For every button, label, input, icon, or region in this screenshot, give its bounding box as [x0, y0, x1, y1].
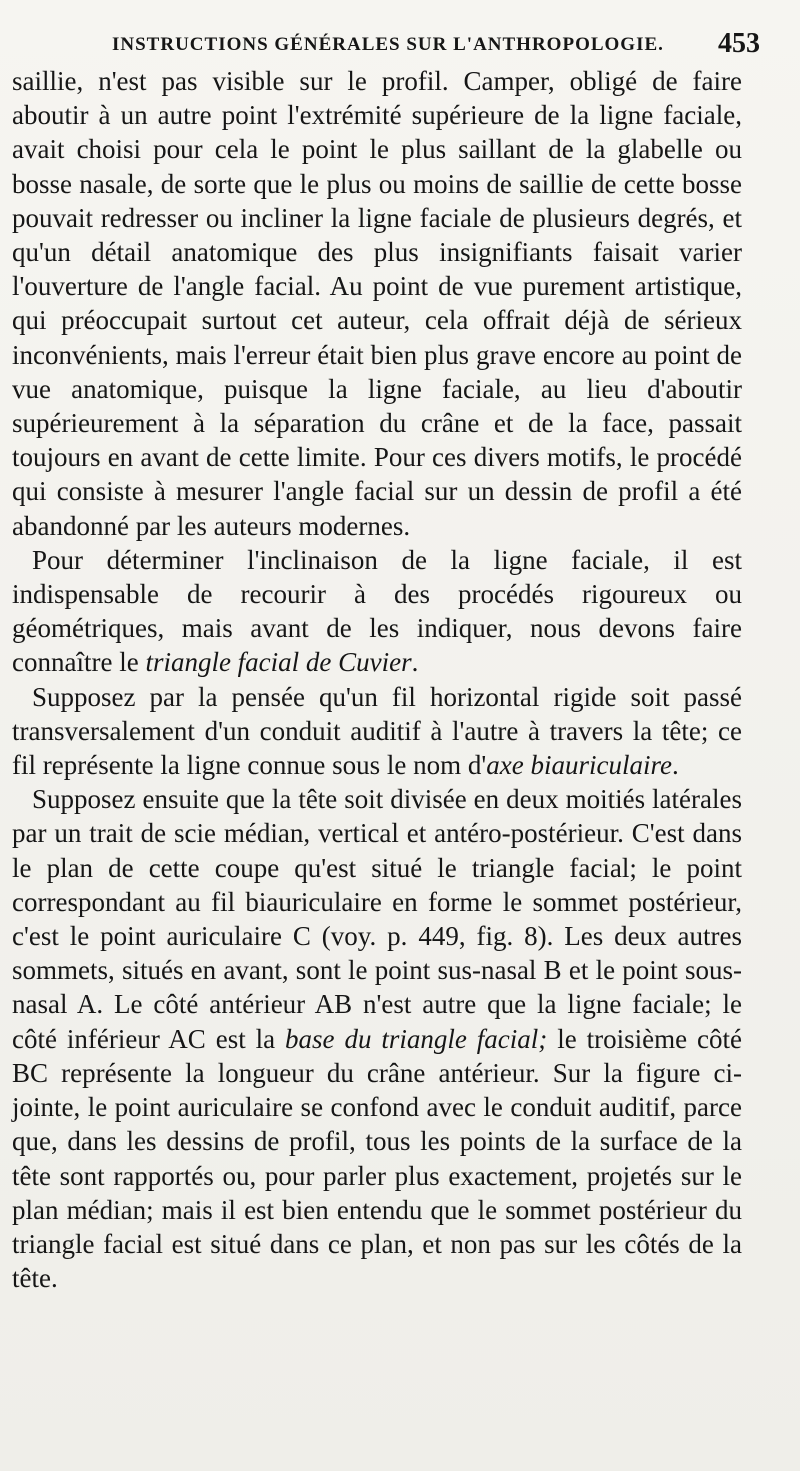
paragraph-2-end: .	[411, 647, 419, 678]
running-head: INSTRUCTIONS GÉNÉRALES SUR L'ANTHROPOLOGIE.	[112, 34, 664, 55]
paragraph-3-italic: axe biauriculaire	[486, 750, 672, 781]
paragraph-1-text: saillie, n'est pas visible sur le profil. Camper, obligé de faire aboutir à un autre point l'extrémité supérieure de la ligne faciale, avait choisi pour cela le point le plus saillant de la glabelle ou bosse nasale, de sorte que le plus ou moins de saillie de cette bosse pouvait redresser ou incliner la ligne faciale de plusieurs degrés, et qu'un détail anatomique des plus insignifiants faisait varier l'ouverture de l'angle facial. Au point de vue purement artistique, qui préoccupait surtout cet auteur, cela offrait déjà de sérieux inconvénients, mais l'erreur était bien plus grave encore au point de vue anatomique, puisque la ligne faciale, au lieu d'aboutir supérieurement à la séparation du crâne et de la face, passait toujours en avant de cette limite. Pour ces divers motifs, le procédé qui consiste à mesurer l'angle facial sur un dessin de profil a été abandonné par les auteurs modernes.	[12, 66, 742, 541]
paragraph-4-text: Supposez ensuite que la tête soit divisée en deux moitiés latérales par un trait de scie médian, vertical et antéro-postérieur. C'est dans le plan de cette coupe qu'est situé le triangle facial; le point correspondant au fil biauriculaire en forme le sommet postérieur, c'est le point auriculaire C (voy. p. 449, fig. 8). Les deux autres sommets, situés en avant, sont le point sus-nasal B et le point sous-nasal A. Le côté antérieur AB n'est autre que la ligne faciale; le côté inférieur AC est la	[12, 784, 742, 1054]
page-number: 453	[718, 28, 760, 59]
paragraph-4	[12, 782, 742, 1295]
paragraph-3-text: Supposez par la pensée qu'un fil horizontal rigide soit passé transversalement d'un conduit auditif à l'autre à travers la tête; ce fil représente la ligne connue sous le nom d'	[12, 681, 742, 781]
paragraph-3	[12, 680, 742, 783]
paragraph-4-italic: base du triangle facial;	[285, 1023, 548, 1054]
paragraph-2	[12, 543, 742, 680]
paragraph-4-end: le troisième côté BC représente la longueur du crâne antérieur. Sur la figure ci-jointe, le point auriculaire se confond avec le conduit auditif, parce que, dans les dessins de profil, tous les points de la surface de la tête sont rapportés ou, pour parler plus exactement, projetés sur le plan médian; mais il est bien entendu que le sommet postérieur du triangle facial est situé dans ce plan, et non pas sur les côtés de la tête.	[12, 1023, 742, 1294]
paragraph-1	[12, 64, 742, 543]
paragraph-2-italic: triangle facial de Cuvier	[145, 647, 412, 678]
page-header	[12, 20, 772, 64]
paragraph-3-end: .	[671, 750, 679, 781]
paragraph-2-text: Pour déterminer l'inclinaison de la ligne faciale, il est indispensable de recourir à des procédés rigoureux ou géométriques, mais avant de les indiquer, nous devons faire connaître le	[12, 544, 742, 678]
body-text	[12, 64, 742, 1295]
